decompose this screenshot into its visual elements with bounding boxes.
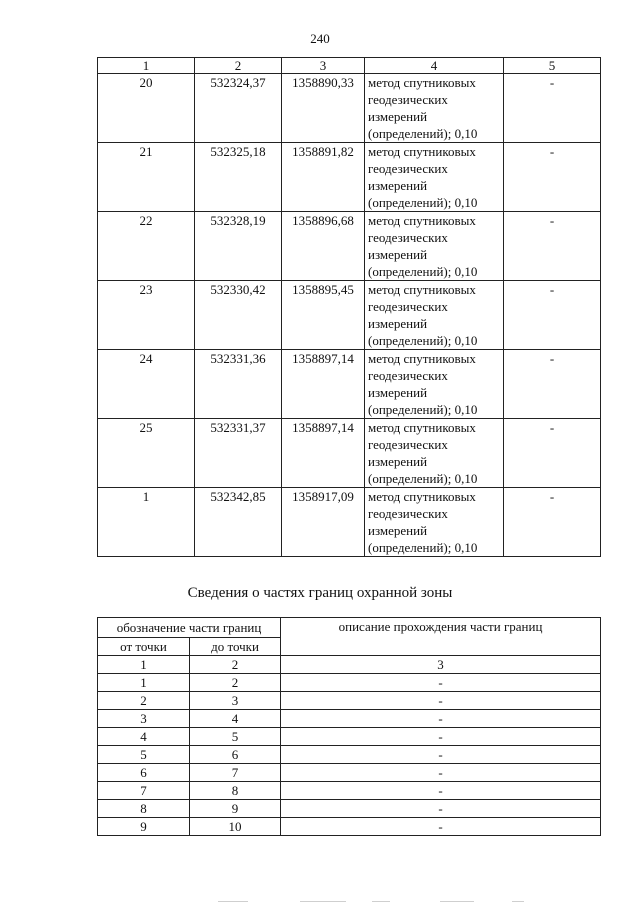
- x-coordinate-cell: 532342,85: [195, 488, 282, 557]
- method-line: метод спутниковых: [368, 489, 476, 504]
- description-cell: -: [281, 746, 601, 764]
- y-coordinate-cell: 1358896,68: [282, 212, 365, 281]
- coordinates-row: [98, 212, 601, 281]
- method-line: измерений: [368, 109, 428, 124]
- column-number-cell: 5: [504, 58, 601, 74]
- method-line: (определений); 0,10: [368, 126, 478, 141]
- to-point-cell: 4: [190, 710, 281, 728]
- method-line: (определений); 0,10: [368, 540, 478, 555]
- method-line: геодезических: [368, 230, 448, 245]
- note-cell: -: [504, 281, 601, 350]
- method-line: геодезических: [368, 437, 448, 452]
- boundary-part-row: [98, 728, 601, 746]
- note-cell: -: [504, 74, 601, 143]
- coordinates-row: [98, 143, 601, 212]
- description-cell: -: [281, 818, 601, 836]
- method-cell: [365, 143, 504, 212]
- boundary-description-header: описание прохождения части границ: [281, 618, 601, 656]
- point-number-cell: 1: [98, 488, 195, 557]
- from-point-cell: 6: [98, 764, 190, 782]
- page-number: 240: [310, 31, 330, 46]
- note-cell: -: [504, 488, 601, 557]
- to-point-cell: 2: [190, 674, 281, 692]
- from-point-cell: 1: [98, 674, 190, 692]
- coordinates-header-row: [98, 58, 601, 74]
- y-coordinate-cell: 1358895,45: [282, 281, 365, 350]
- column-number-cell: 2: [195, 58, 282, 74]
- description-cell: -: [281, 692, 601, 710]
- to-point-header: до точки: [190, 638, 281, 656]
- y-coordinate-cell: 1358917,09: [282, 488, 365, 557]
- column-number-cell: 3: [282, 58, 365, 74]
- parts-numbering-row: [98, 656, 601, 674]
- from-point-cell: 3: [98, 710, 190, 728]
- coordinates-row: [98, 74, 601, 143]
- column-number-cell: 1: [98, 58, 195, 74]
- to-point-cell: 8: [190, 782, 281, 800]
- boundary-part-row: [98, 674, 601, 692]
- note-cell: -: [504, 419, 601, 488]
- from-point-cell: 2: [98, 692, 190, 710]
- from-point-cell: 8: [98, 800, 190, 818]
- column-number-cell: 3: [281, 656, 601, 674]
- method-cell: [365, 350, 504, 419]
- method-line: измерений: [368, 247, 428, 262]
- x-coordinate-cell: 532328,19: [195, 212, 282, 281]
- description-cell: -: [281, 710, 601, 728]
- to-point-cell: 9: [190, 800, 281, 818]
- x-coordinate-cell: 532330,42: [195, 281, 282, 350]
- boundary-part-row: [98, 782, 601, 800]
- coordinates-row: [98, 281, 601, 350]
- method-cell: [365, 488, 504, 557]
- method-line: метод спутниковых: [368, 144, 476, 159]
- y-coordinate-cell: 1358897,14: [282, 419, 365, 488]
- method-line: измерений: [368, 523, 428, 538]
- method-line: измерений: [368, 178, 428, 193]
- column-number-cell: 4: [365, 58, 504, 74]
- method-line: метод спутниковых: [368, 420, 476, 435]
- from-point-cell: 7: [98, 782, 190, 800]
- parts-group-header-row: [98, 618, 601, 638]
- to-point-cell: 7: [190, 764, 281, 782]
- y-coordinate-cell: 1358897,14: [282, 350, 365, 419]
- method-line: геодезических: [368, 92, 448, 107]
- method-line: (определений); 0,10: [368, 195, 478, 210]
- method-cell: [365, 212, 504, 281]
- method-line: геодезических: [368, 506, 448, 521]
- note-cell: -: [504, 212, 601, 281]
- description-cell: -: [281, 674, 601, 692]
- boundary-parts-table: [97, 617, 601, 836]
- x-coordinate-cell: 532325,18: [195, 143, 282, 212]
- from-point-cell: 4: [98, 728, 190, 746]
- description-cell: -: [281, 800, 601, 818]
- method-line: метод спутниковых: [368, 75, 476, 90]
- point-number-cell: 23: [98, 281, 195, 350]
- method-line: метод спутниковых: [368, 351, 476, 366]
- from-point-cell: 5: [98, 746, 190, 764]
- boundary-part-designation-header: обозначение части границ: [98, 618, 281, 638]
- x-coordinate-cell: 532324,37: [195, 74, 282, 143]
- note-cell: -: [504, 143, 601, 212]
- method-cell: [365, 419, 504, 488]
- point-number-cell: 20: [98, 74, 195, 143]
- coordinates-row: [98, 350, 601, 419]
- x-coordinate-cell: 532331,36: [195, 350, 282, 419]
- coordinates-row: [98, 419, 601, 488]
- method-line: (определений); 0,10: [368, 402, 478, 417]
- method-line: (определений); 0,10: [368, 264, 478, 279]
- coordinates-table: [97, 57, 601, 557]
- boundary-part-row: [98, 710, 601, 728]
- boundary-part-row: [98, 800, 601, 818]
- method-line: измерений: [368, 385, 428, 400]
- y-coordinate-cell: 1358890,33: [282, 74, 365, 143]
- method-cell: [365, 74, 504, 143]
- point-number-cell: 25: [98, 419, 195, 488]
- from-point-cell: 9: [98, 818, 190, 836]
- method-line: метод спутниковых: [368, 213, 476, 228]
- y-coordinate-cell: 1358891,82: [282, 143, 365, 212]
- point-number-cell: 22: [98, 212, 195, 281]
- description-cell: -: [281, 728, 601, 746]
- coordinates-row: [98, 488, 601, 557]
- x-coordinate-cell: 532331,37: [195, 419, 282, 488]
- method-cell: [365, 281, 504, 350]
- column-number-cell: 2: [190, 656, 281, 674]
- boundary-part-row: [98, 818, 601, 836]
- to-point-cell: 5: [190, 728, 281, 746]
- point-number-cell: 21: [98, 143, 195, 212]
- description-cell: -: [281, 782, 601, 800]
- description-cell: -: [281, 764, 601, 782]
- method-line: (определений); 0,10: [368, 333, 478, 348]
- boundary-part-row: [98, 746, 601, 764]
- from-point-header: от точки: [98, 638, 190, 656]
- method-line: геодезических: [368, 161, 448, 176]
- method-line: метод спутниковых: [368, 282, 476, 297]
- column-number-cell: 1: [98, 656, 190, 674]
- method-line: геодезических: [368, 368, 448, 383]
- to-point-cell: 6: [190, 746, 281, 764]
- note-cell: -: [504, 350, 601, 419]
- method-line: (определений); 0,10: [368, 471, 478, 486]
- scan-artifacts: [0, 898, 640, 905]
- method-line: геодезических: [368, 299, 448, 314]
- point-number-cell: 24: [98, 350, 195, 419]
- method-line: измерений: [368, 316, 428, 331]
- to-point-cell: 10: [190, 818, 281, 836]
- method-line: измерений: [368, 454, 428, 469]
- to-point-cell: 3: [190, 692, 281, 710]
- boundary-part-row: [98, 692, 601, 710]
- boundary-part-row: [98, 764, 601, 782]
- section-title: Сведения о частях границ охранной зоны: [187, 585, 453, 601]
